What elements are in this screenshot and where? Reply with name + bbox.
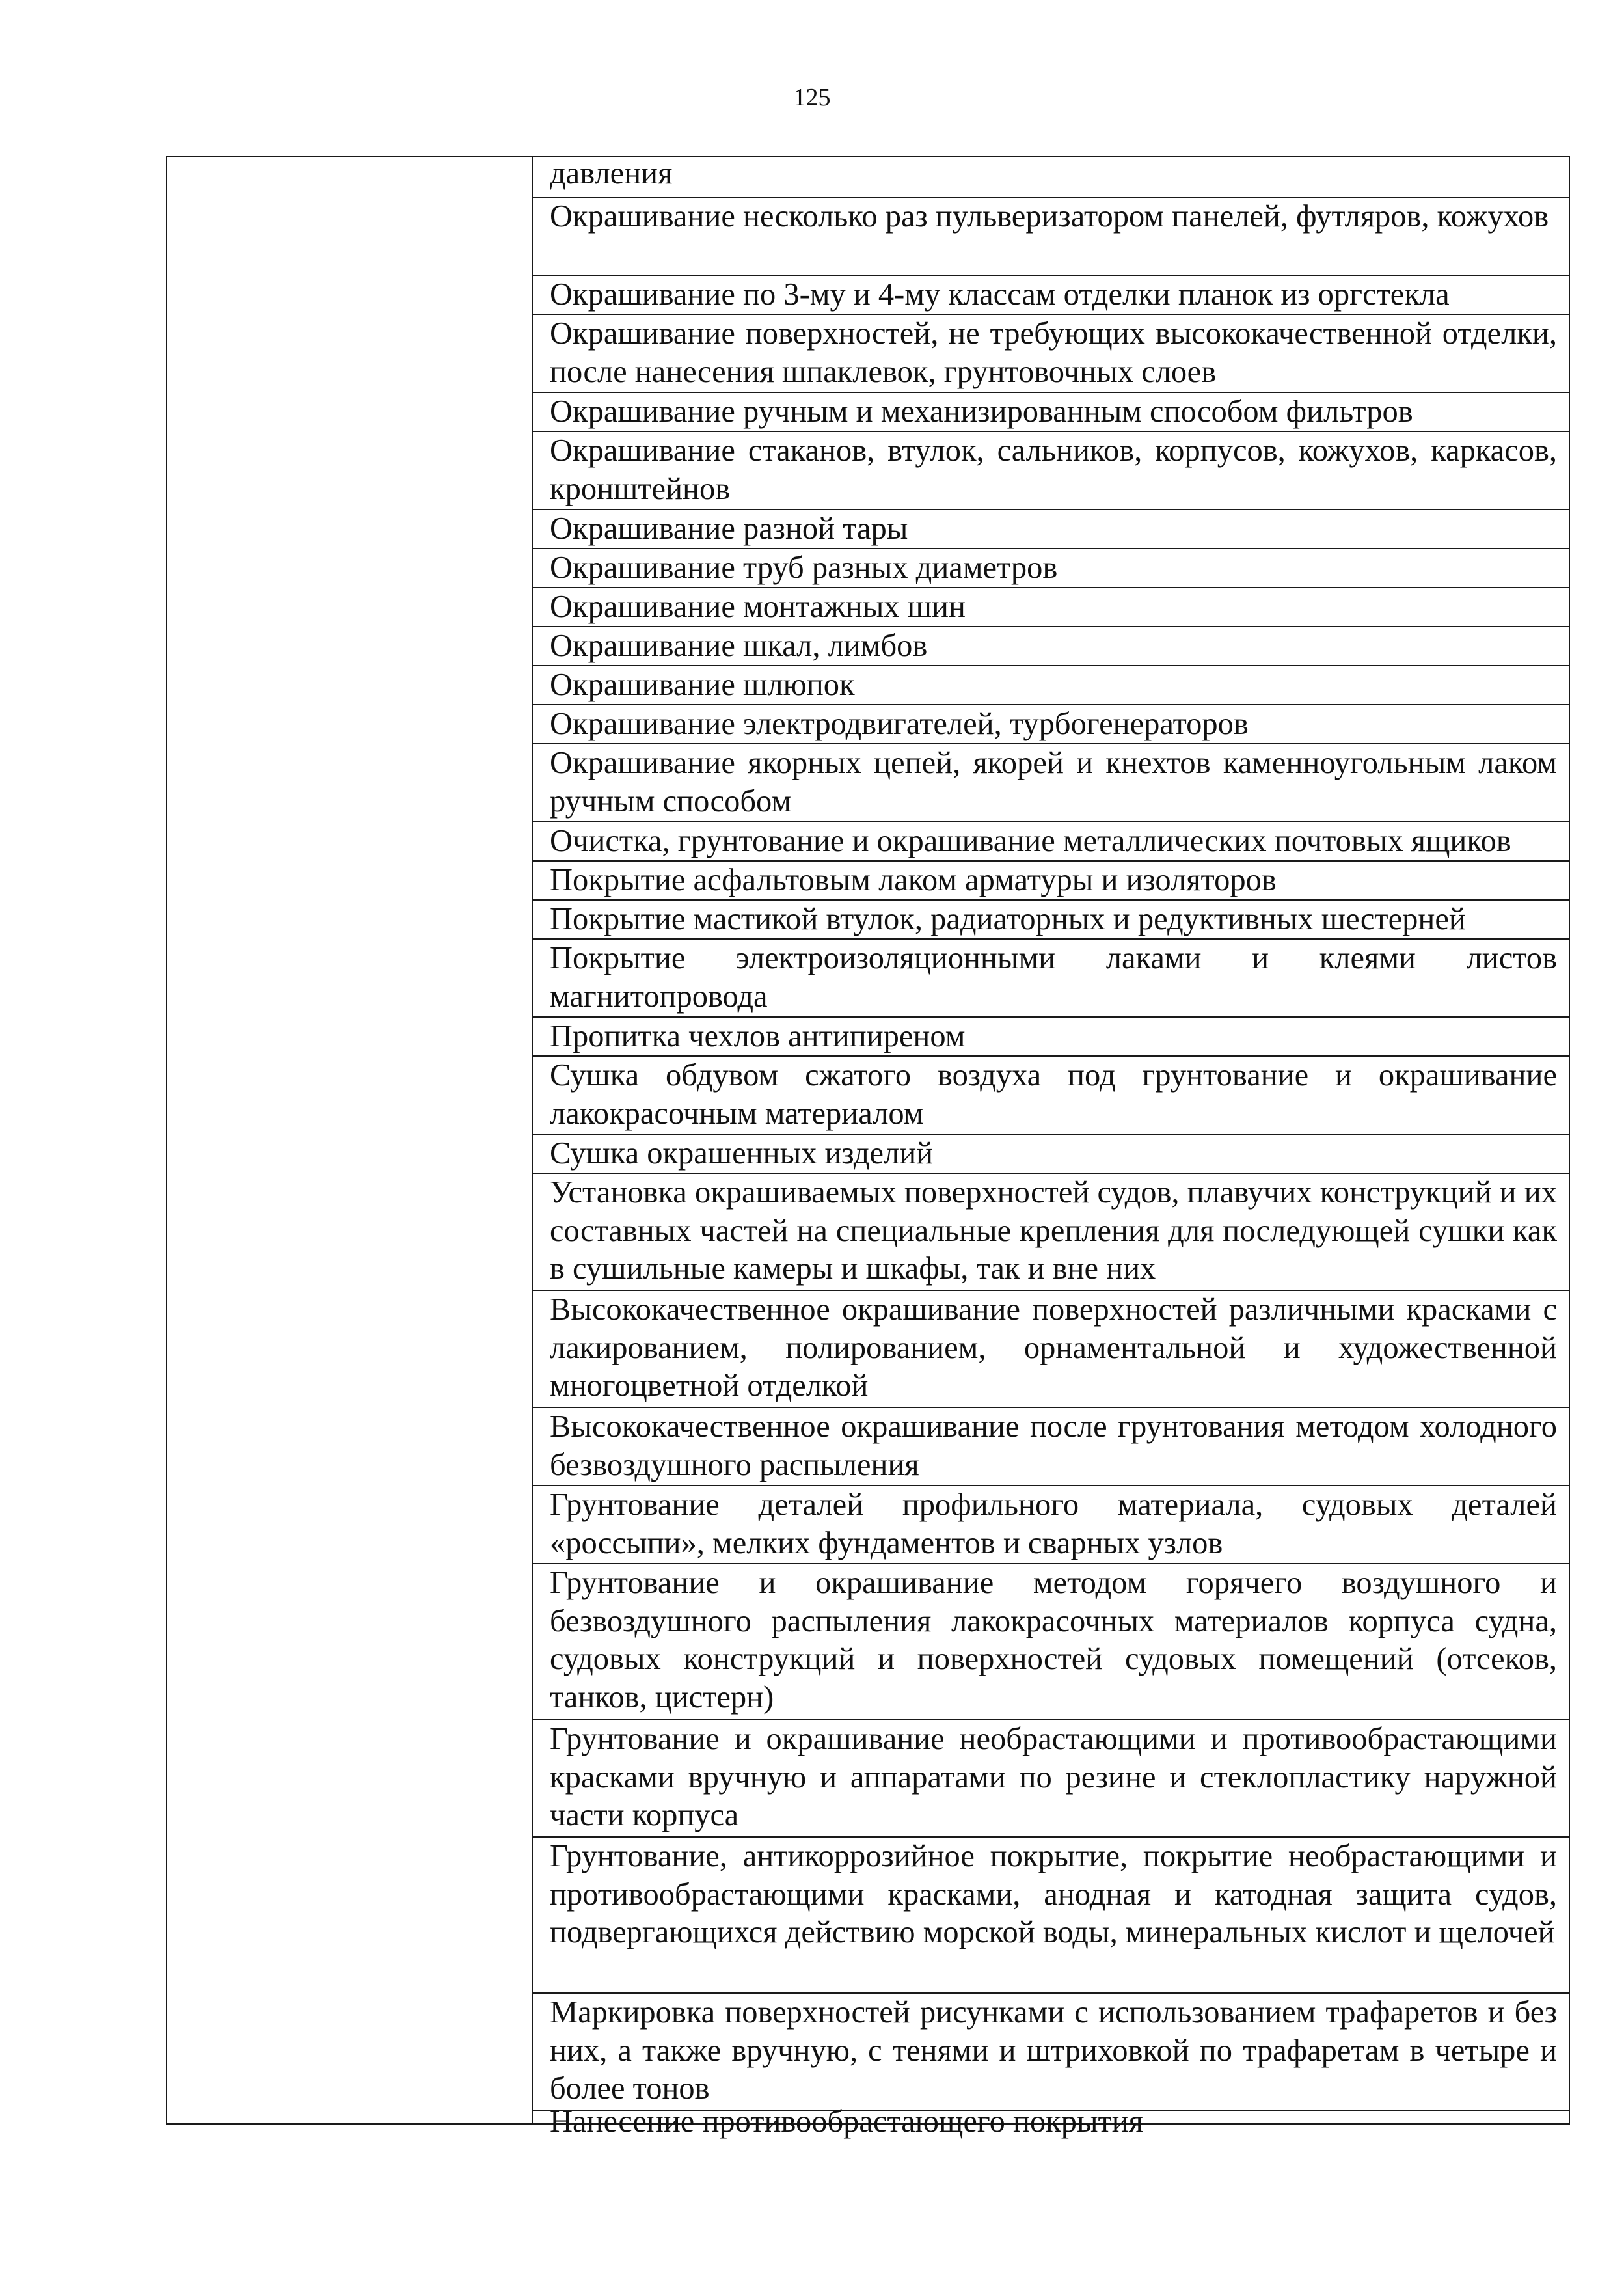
- table-row: [533, 1564, 1569, 1720]
- table-row: [533, 744, 1569, 822]
- row-text: Грунтование и окрашивание необрастающими и противообрастающими красками вручную и аппаратами по резине и стеклопластику наружной части корпуса: [550, 1722, 1557, 1832]
- page-number: 125: [793, 84, 831, 111]
- table-row: [533, 393, 1569, 432]
- table-row: [533, 510, 1569, 549]
- table-row: [533, 822, 1569, 862]
- table-row: [533, 1838, 1569, 1994]
- row-text: Окрашивание якорных цепей, якорей и кнехтов каменноугольным лаком ручным способом: [550, 746, 1557, 819]
- row-text: Окрашивание труб разных диаметров: [550, 550, 1058, 585]
- row-text: Окрашивание шлюпок: [550, 668, 855, 702]
- document-table: [166, 156, 1570, 2139]
- row-text: Окрашивание шкал, лимбов: [550, 629, 928, 663]
- row-text: Окрашивание несколько раз пульверизатором панелей, футляров, кожухов: [550, 199, 1549, 234]
- row-text: Окрашивание электродвигателей, турбогенераторов: [550, 707, 1249, 741]
- table-row: [533, 1486, 1569, 1564]
- row-text: Нанесение противообрастающего покрытия: [550, 2104, 1144, 2139]
- table-row: [533, 1135, 1569, 1174]
- row-text: Окрашивание по 3-му и 4-му классам отделки планок из оргстекла: [550, 277, 1450, 312]
- row-text: Высококачественное окрашивание поверхностей различными красками с лакированием, полированием, орнаментальной и художественной многоцветной отделкой: [550, 1292, 1557, 1403]
- table-row: [533, 1018, 1569, 1057]
- right-column: [533, 156, 1569, 2139]
- table-row: [533, 276, 1569, 315]
- table-row: [533, 862, 1569, 901]
- table-row: [533, 1408, 1569, 1486]
- table-row: [533, 1057, 1569, 1135]
- table-row: [533, 901, 1569, 940]
- table-row: [533, 627, 1569, 666]
- row-text: Окрашивание монтажных шин: [550, 590, 966, 624]
- table-row: [533, 705, 1569, 744]
- row-text: давления: [550, 156, 673, 191]
- table-row: [533, 1291, 1569, 1408]
- row-text: Сушка обдувом сжатого воздуха под грунтование и окрашивание лакокрасочным материалом: [550, 1058, 1557, 1131]
- row-text: Покрытие мастикой втулок, радиаторных и редуктивных шестерней: [550, 902, 1466, 936]
- table-row: [533, 588, 1569, 627]
- table-row: [533, 157, 1569, 198]
- left-column-cell: [167, 157, 533, 2123]
- row-text: Пропитка чехлов антипиреном: [550, 1019, 966, 1053]
- row-text: Грунтование деталей профильного материала, судовых деталей «россыпи», мелких фундаментов и сварных узлов: [550, 1487, 1557, 1560]
- table-row: [533, 315, 1569, 393]
- table-row: [533, 1174, 1569, 1291]
- row-text: Очистка, грунтование и окрашивание металлических почтовых ящиков: [550, 824, 1511, 858]
- table-row: [533, 1994, 1569, 2111]
- row-text: Окрашивание поверхностей, не требующих высококачественной отделки, после нанесения шпаклевок, грунтовочных слоев: [550, 316, 1557, 389]
- row-text: Окрашивание стаканов, втулок, сальников, корпусов, кожухов, каркасов, кронштейнов: [550, 433, 1557, 506]
- table-row: [533, 666, 1569, 705]
- row-text: Высококачественное окрашивание после грунтования методом холодного безвоздушного распыления: [550, 1409, 1557, 1482]
- table-row: [533, 940, 1569, 1018]
- table-row: [533, 198, 1569, 276]
- row-text: Покрытие асфальтовым лаком арматуры и изоляторов: [550, 863, 1277, 897]
- row-text: Грунтование и окрашивание методом горячего воздушного и безвоздушного распыления лакокрасочных материалов корпуса судна, судовых конструкций и поверхностей судовых помещений (отсеков, танков, цистерн): [550, 1566, 1557, 1715]
- table-row: [533, 432, 1569, 510]
- row-text: Грунтование, антикоррозийное покрытие, покрытие необрастающими и противообрастающими красками, анодная и катодная защита судов, подвергающихся действию морской воды, минеральных кислот и щелочей: [550, 1839, 1557, 1949]
- row-text: Покрытие электроизоляционными лаками и клеями листов магнитопровода: [550, 941, 1557, 1014]
- row-text: Окрашивание разной тары: [550, 511, 908, 546]
- row-text: Сушка окрашенных изделий: [550, 1136, 934, 1171]
- row-text: Установка окрашиваемых поверхностей судов, плавучих конструкций и их составных частей на специальные крепления для последующей сушки как в сушильные камеры и шкафы, так и вне них: [550, 1175, 1557, 1286]
- table-row: [533, 1720, 1569, 1838]
- row-text: Маркировка поверхностей рисунками с использованием трафаретов и без них, а также вручную, с тенями и штриховкой по трафаретам в четыре и более тонов: [550, 1995, 1557, 2106]
- row-text: Окрашивание ручным и механизированным способом фильтров: [550, 394, 1413, 429]
- table-row: [533, 2104, 1569, 2139]
- table-row: [533, 549, 1569, 588]
